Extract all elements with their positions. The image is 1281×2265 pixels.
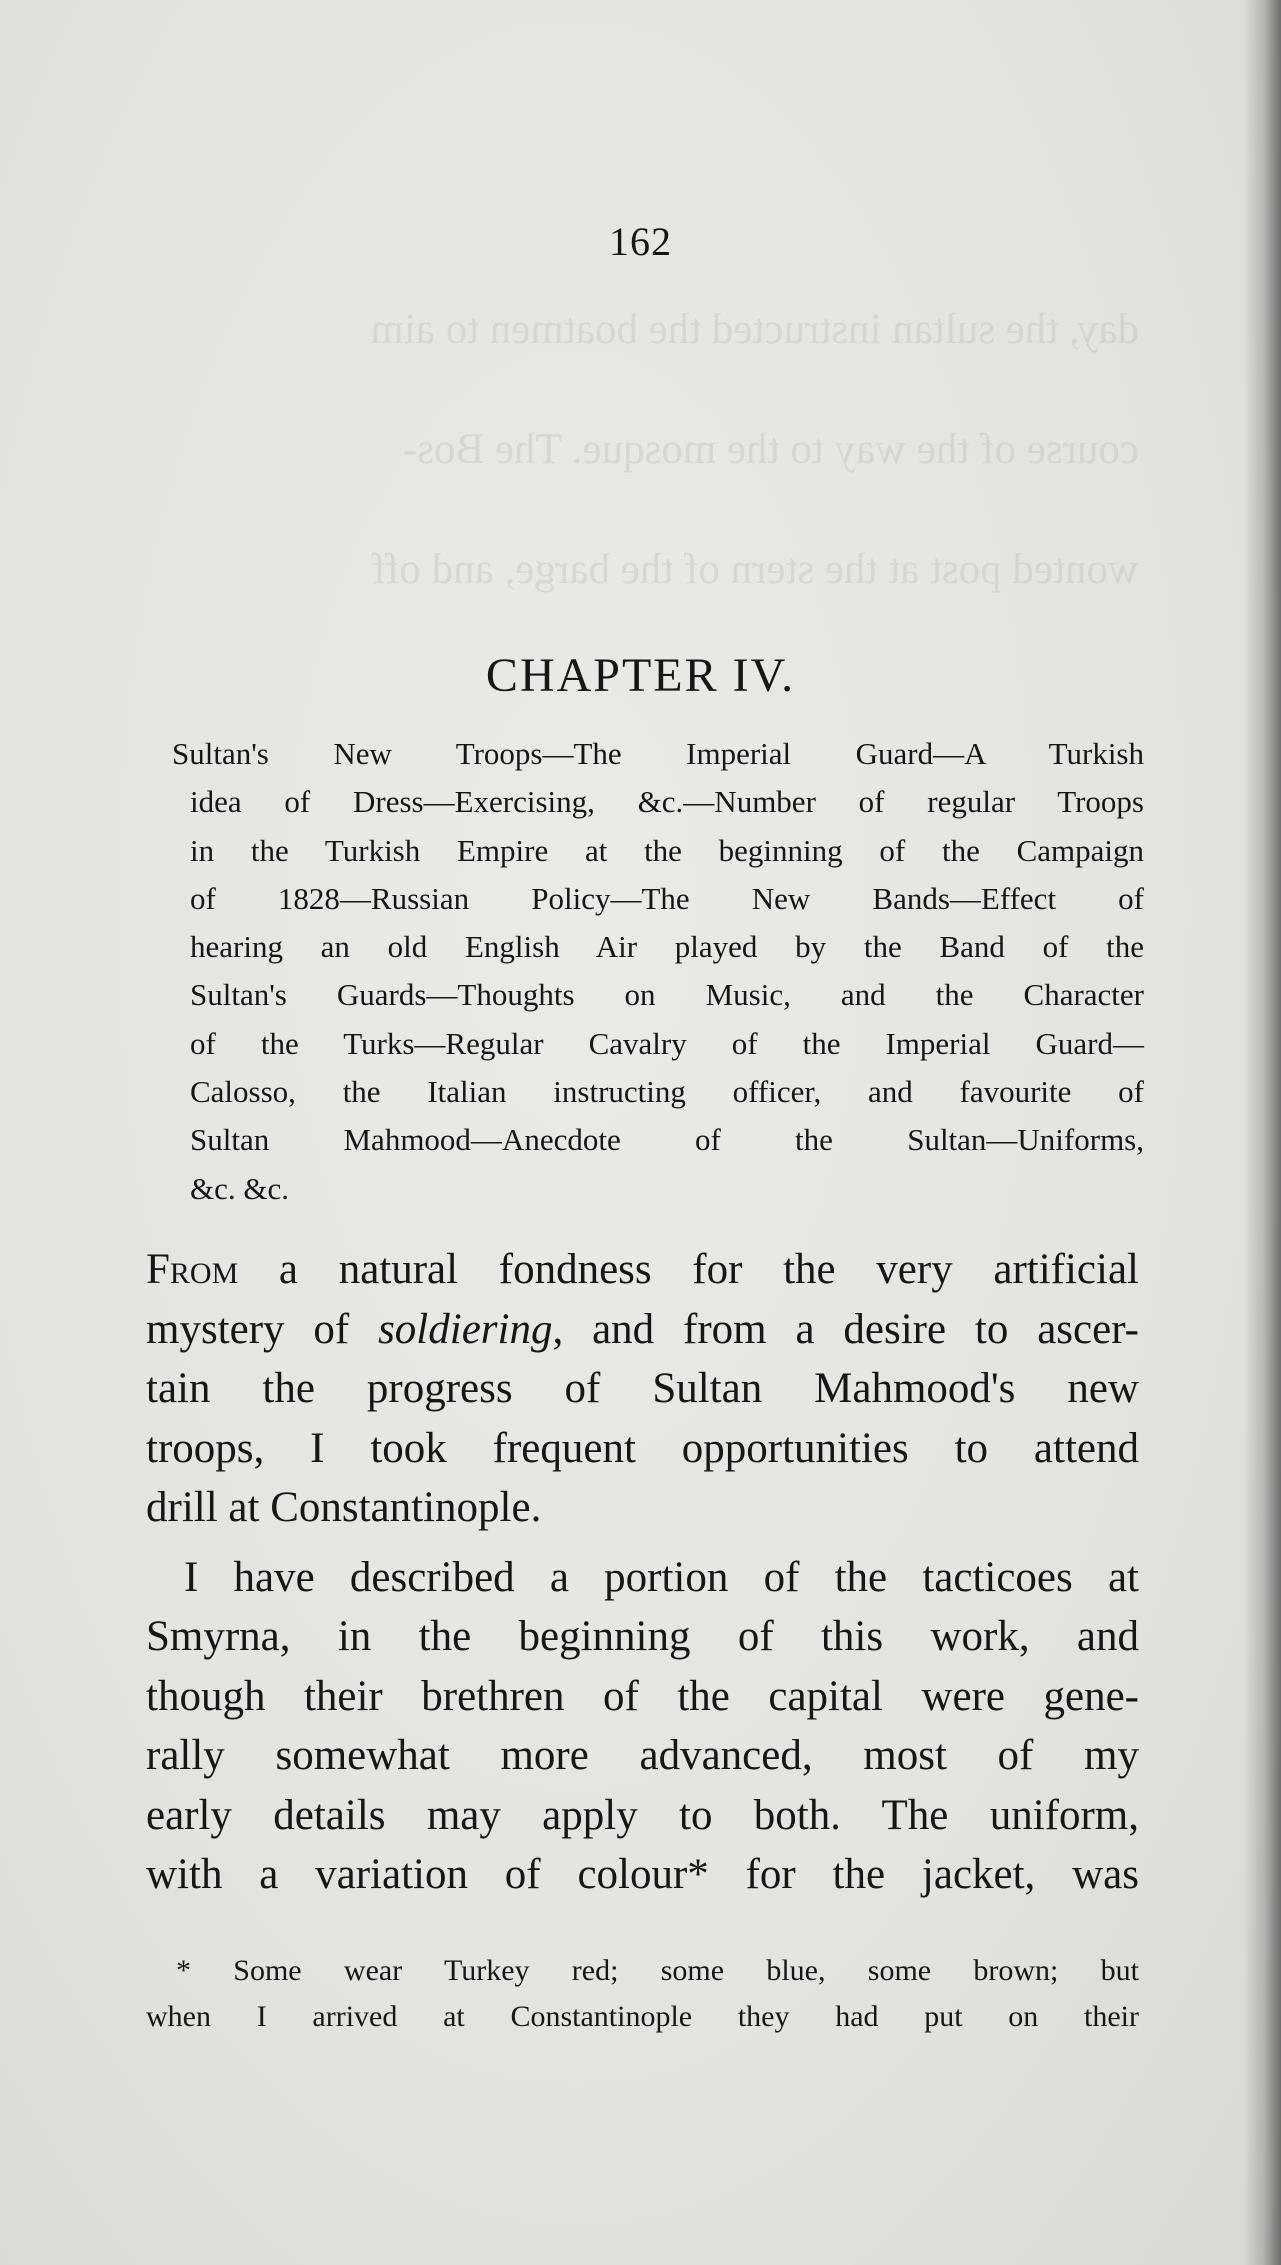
paragraph-line: rally somewhat more advanced, most of my: [146, 1732, 1139, 1779]
italic-word: soldiering: [378, 1305, 553, 1353]
body-text: [146, 1240, 1139, 1905]
paragraph-line: though their brethren of the capital were gene-: [146, 1672, 1139, 1720]
synopsis-line: hearing an old English Air played by the Band of the: [190, 929, 1144, 965]
page-edge-shadow: [1243, 0, 1281, 2265]
chapter-synopsis: [172, 730, 1144, 1213]
footnote: [146, 1948, 1139, 2040]
paragraph-line: early details may apply to both. The uniform,: [146, 1791, 1139, 1839]
paragraph-line: troops, I took frequent opportunities to attend: [146, 1424, 1139, 1472]
synopsis-line: in the Turkish Empire at the beginning of the Campaign: [190, 832, 1144, 868]
synopsis-line: idea of Dress—Exercising, &c.—Number of regular Troops: [190, 784, 1144, 820]
chapter-title: CHAPTER IV.: [485, 649, 796, 702]
opening-word: From: [146, 1246, 239, 1293]
footnote-line: when I arrived at Constantinople they had put on their: [146, 2000, 1139, 2033]
paragraph-line: with a variation of colour* for the jacket, was: [146, 1851, 1139, 1898]
synopsis-line: of the Turks—Regular Cavalry of the Imperial Guard—: [190, 1025, 1144, 1061]
paragraph-line: [146, 1300, 1139, 1360]
paragraph-line: Smyrna, in the beginning of this work, and: [146, 1613, 1139, 1660]
line-text: a natural fondness for the very artificial: [238, 1246, 1139, 1293]
synopsis-line: Sultan's New Troops—The Imperial Guard—A Turkish: [172, 736, 1144, 771]
show-through-text: wonted post at the stern of the barge, and off: [371, 546, 1139, 593]
show-through-text: day, the sultan instructed the boatmen to aim: [370, 306, 1139, 353]
line-text: , and from a desire to ascer-: [552, 1305, 1139, 1353]
synopsis-line: Calosso, the Italian instructing officer, and favourite of: [190, 1074, 1144, 1110]
synopsis-line: &c. &c.: [190, 1170, 289, 1206]
line-text: mystery of: [146, 1305, 379, 1353]
synopsis-line: Sultan Mahmood—Anecdote of the Sultan—Uniforms,: [190, 1122, 1144, 1158]
paragraph-gap: [146, 1538, 1139, 1548]
synopsis-line: of 1828—Russian Policy—The New Bands—Effect of: [190, 880, 1144, 916]
synopsis-line: Sultan's Guards—Thoughts on Music, and the Character: [190, 977, 1144, 1013]
show-through-text: course of the way to the mosque. The Bos-: [402, 426, 1139, 473]
page-number: 162: [609, 219, 672, 264]
paragraph-line: tain the progress of Sultan Mahmood's new: [146, 1365, 1139, 1412]
paragraph-line: I have described a portion of the tacticoes at: [184, 1553, 1139, 1601]
paragraph-line: [146, 1240, 1139, 1300]
paragraph-line: drill at Constantinople.: [146, 1484, 542, 1531]
footnote-line: * Some wear Turkey red; some blue, some brown; but: [176, 1954, 1139, 1987]
